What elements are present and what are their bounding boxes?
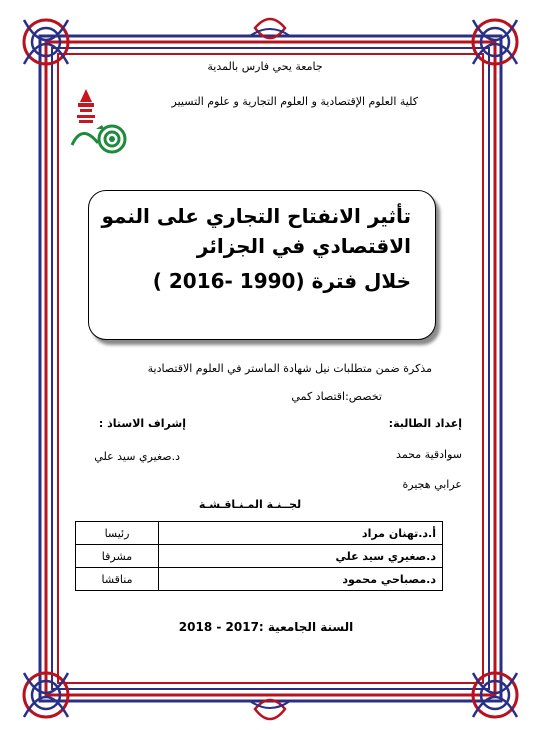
thesis-title-line-1: تأثير الانفتاح التجاري على النمو [101,204,411,228]
thesis-period: خلال فترة (1990 -2016 ) [152,269,411,293]
jury-member-name: د.صغيري سيد علي [159,545,443,568]
jury-member-role: مناقشا [76,568,159,591]
thesis-title [101,201,411,261]
academic-year: السنة الجامعية :2017 - 2018 [178,620,354,634]
table-row [76,545,443,568]
title-box [88,190,436,340]
thesis-title-line-2: الاقتصادي في الجزائر [196,234,411,258]
table-row [76,568,443,591]
jury-table [75,521,443,591]
jury-member-name: أ.د.تهنان مراد [159,522,443,545]
jury-member-role: رئيسا [76,522,159,545]
prepared-by-label: إعداد الطالبة: [388,417,462,430]
student-name-1: سوادقية محمد [396,448,462,461]
supervisor-name: د.صغيري سيد علي [94,450,180,463]
faculty-name: كلية العلوم الإقتصادية و العلوم التجارية و علوم التسيير [171,95,418,108]
supervisor-label: إشراف الاستاذ : [98,417,186,430]
university-logo-icon [68,85,132,157]
jury-title: لجــنـة المـنـاقـشـة [198,498,302,511]
jury-member-role: مشرفا [76,545,159,568]
student-name-2: عرابي هجيرة [402,478,462,491]
memo-description: مذكرة ضمن متطلبات نيل شهادة الماستر في العلوم الاقتصادية [147,362,432,375]
jury-member-name: د.مصباحي محمود [159,568,443,591]
specialty: تخصص:اقتصاد كمي [291,390,382,403]
university-name: جامعة يحي فارس بالمدية [207,60,323,73]
table-row [76,522,443,545]
